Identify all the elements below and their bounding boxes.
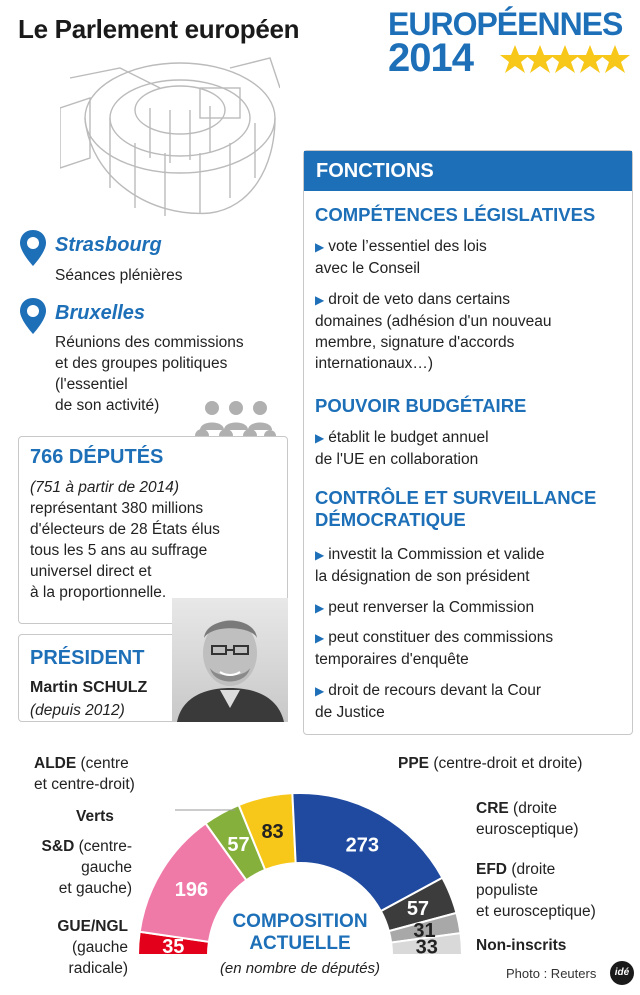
bullet-item: ▶ droit de veto dans certains domaines (adhésion d'un nouveau membre, signature d'accords internationaux…) [315,291,552,372]
bullet-item: ▶ établit le budget annuel de l'UE en collaboration [315,429,489,468]
seat-count-s-d: 196 [174,879,209,902]
president-title: PRÉSIDENT [30,647,145,669]
page-title: Le Parlement européen [18,14,300,44]
parliament-building-icon [60,48,280,223]
seat-count-non-inscrits: 33 [415,936,438,959]
bullet-item: ▶ investit la Commission et valide la désignation de son président [315,546,545,585]
seat-count-efd: 31 [413,919,436,942]
fonctions-header: FONCTIONS [304,151,632,191]
seat-count-cre: 57 [406,897,430,920]
section-title-legislatives: COMPÉTENCES LÉGISLATIVES [315,204,596,225]
strasbourg-desc: Séances plénières [55,267,183,284]
seat-count-gue-ngl: 35 [162,935,185,958]
chart-subtitle: (en nombre de députés) [219,960,381,977]
deputies-text: (751 à partir de 2014) représentant 380 millions d'électeurs de 28 États élus tous les 5 ans au suffrage universel direct et à la proportionnelle. [30,479,220,601]
chart-title: COMPOSITION ACTUELLE [232,911,368,954]
triangle-bullet-icon: ▶ [315,240,325,254]
seat-count-verts: 57 [227,833,250,856]
legend-alde: ALDE (centre et centre-droit) [34,755,135,793]
bullet-item: ▶ droit de recours devant la Cour de Justice [315,682,542,721]
president-since: (depuis 2012) [30,702,125,719]
legend-efd: EFD (droite populiste et eurosceptique) [476,861,596,920]
elections-logo-text: EUROPÉENNES [388,6,623,42]
triangle-bullet-icon: ▶ [315,631,325,645]
triangle-bullet-icon: ▶ [315,431,325,445]
seat-count-ppe: 273 [345,834,380,857]
section-title-controle: CONTRÔLE ET SURVEILLANCE DÉMOCRATIQUE [315,487,597,530]
deputies-title: 766 DÉPUTÉS [30,446,164,468]
triangle-bullet-icon: ▶ [315,684,325,698]
bullet-item: ▶ vote l’essentiel des lois avec le Conseil [315,238,487,277]
triangle-bullet-icon: ▶ [315,293,325,307]
triangle-bullet-icon: ▶ [315,601,325,615]
bullet-item: ▶ peut renverser la Commission [315,599,535,616]
legend-gue: GUE/NGL (gauche radicale) [57,918,128,977]
legend-sd: S&D (centre- gauche et gauche) [41,838,132,897]
bruxelles-label: Bruxelles [55,302,146,324]
section-title-budgetaire: POUVOIR BUDGÉTAIRE [315,395,527,416]
seat-count-alde: 83 [261,820,284,843]
map-pin-icon [18,296,48,336]
elections-logo-year: 2014 [388,36,473,80]
bruxelles-desc: Réunions des commissions et des groupes politiques (l'essentiel de son activité) [55,334,244,414]
legend-ppe: PPE (centre-droit et droite) [398,755,583,772]
legend-verts: Verts [76,808,114,825]
bullet-item: ▶ peut constituer des commissions temporaires d'enquête [315,629,554,668]
strasbourg-label: Strasbourg [55,234,162,256]
photo-credit: Photo : Reuters [506,966,597,981]
stars-icon [500,42,630,78]
president-name: Martin SCHULZ [30,679,148,696]
agency-logo: idé [610,961,634,985]
triangle-bullet-icon: ▶ [315,548,325,562]
legend-non-inscrits: Non-inscrits [476,937,567,954]
map-pin-icon [18,228,48,268]
president-photo [172,598,288,722]
legend-cre: CRE (droite eurosceptique) [476,800,579,838]
